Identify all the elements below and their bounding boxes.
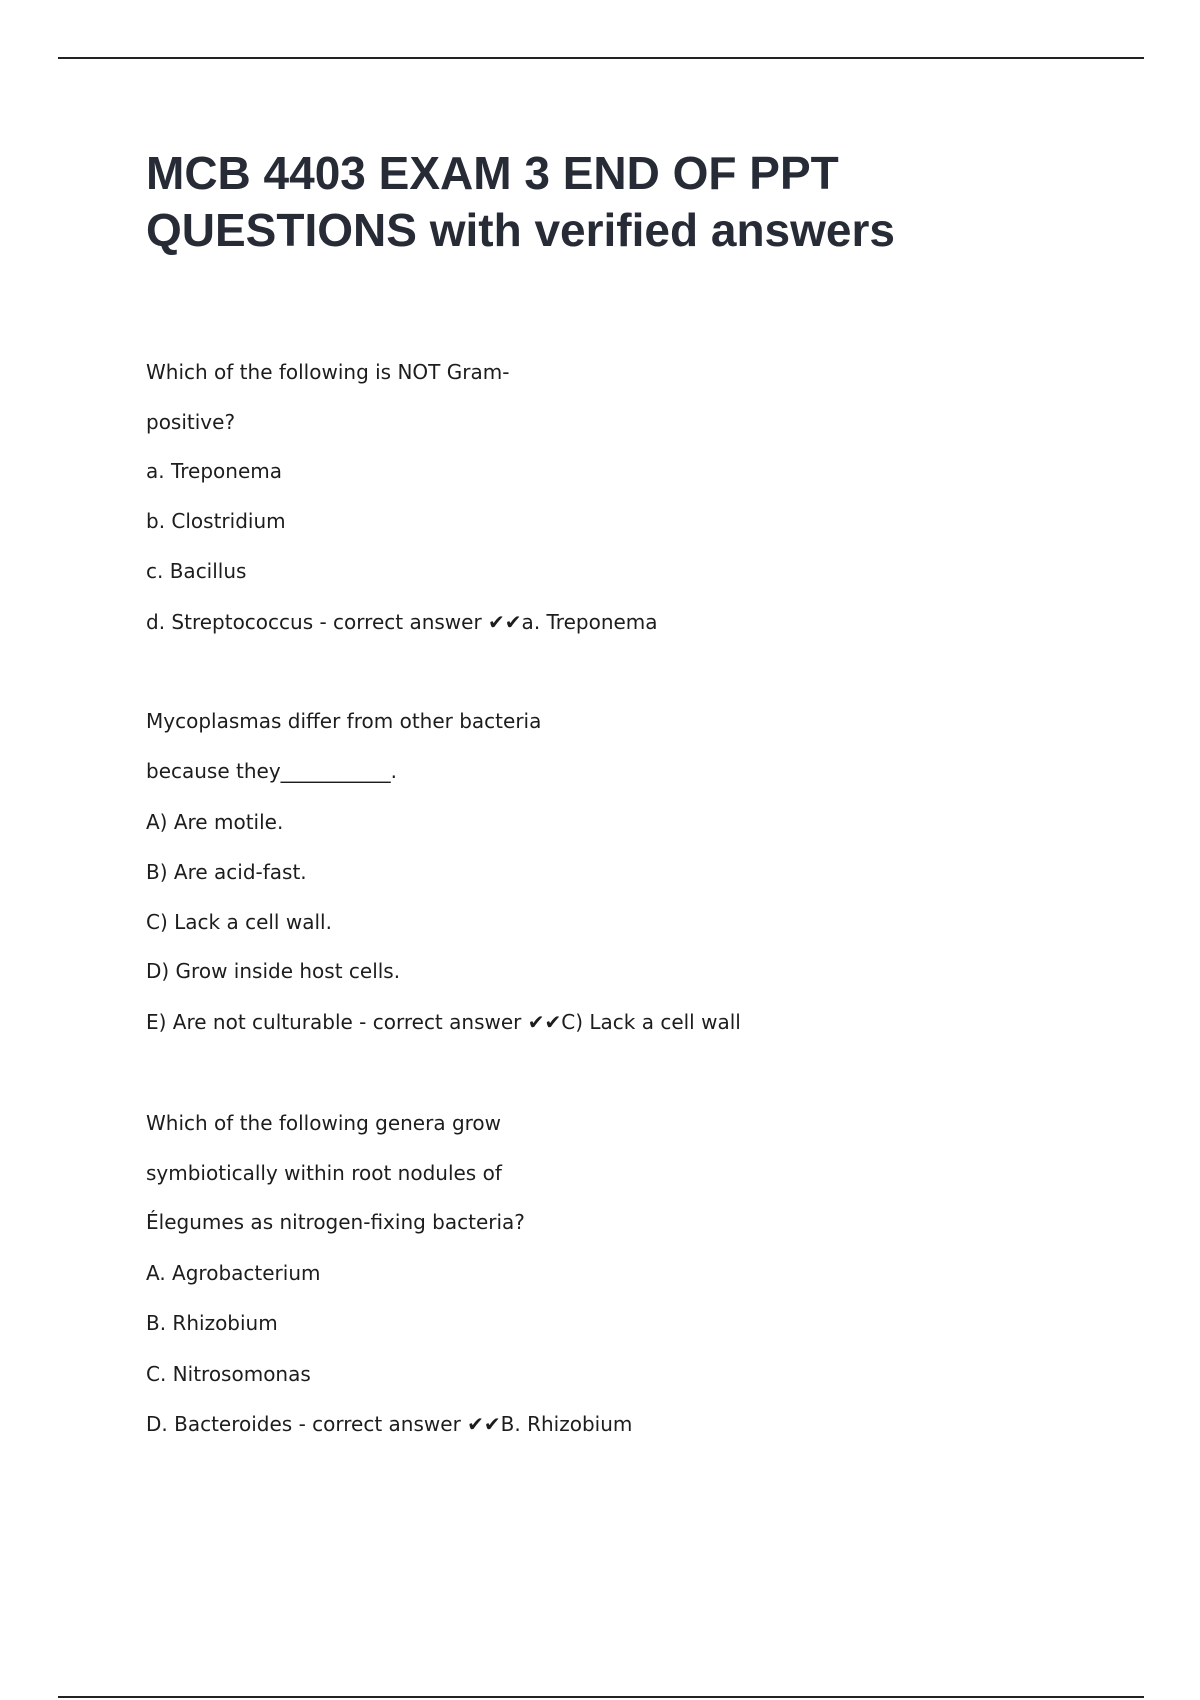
- question-3-option-c: C. Nitrosomonas: [146, 1362, 311, 1386]
- question-2-text-line-2: because they___________.: [146, 759, 398, 783]
- question-2-option-c: C) Lack a cell wall.: [146, 910, 332, 934]
- document-title: [146, 145, 1106, 259]
- question-2-option-a: A) Are motile.: [146, 810, 284, 834]
- question-3-text-line-1: Which of the following genera grow: [146, 1111, 502, 1135]
- question-3-text-line-2: symbiotically within root nodules of: [146, 1161, 502, 1185]
- title-line-1: MCB 4403 EXAM 3 END OF PPT: [146, 147, 839, 199]
- question-1-text-line-2: positive?: [146, 410, 236, 434]
- question-1-option-b: b. Clostridium: [146, 509, 286, 533]
- question-1-option-a: a. Treponema: [146, 459, 282, 483]
- bottom-rule: [58, 1696, 1144, 1698]
- question-2-option-b: B) Are acid-fast.: [146, 860, 307, 884]
- top-rule: [58, 57, 1144, 59]
- question-3-text-line-3: Élegumes as nitrogen-fixing bacteria?: [146, 1210, 525, 1234]
- question-2-option-e-answer: E) Are not culturable - correct answer ✔✔C) Lack a cell wall: [146, 1010, 741, 1034]
- question-2-text-line-1: Mycoplasmas differ from other bacteria: [146, 709, 542, 733]
- question-1-text-line-1: Which of the following is NOT Gram-: [146, 360, 510, 384]
- question-1-option-d-answer: d. Streptococcus - correct answer ✔✔a. Treponema: [146, 610, 658, 634]
- question-3-option-a: A. Agrobacterium: [146, 1261, 321, 1285]
- title-line-2: QUESTIONS with verified answers: [146, 204, 895, 256]
- question-1-option-c: c. Bacillus: [146, 559, 247, 583]
- question-3-option-b: B. Rhizobium: [146, 1311, 278, 1335]
- question-2-option-d: D) Grow inside host cells.: [146, 959, 401, 983]
- question-3-option-d-answer: D. Bacteroides - correct answer ✔✔B. Rhizobium: [146, 1412, 633, 1436]
